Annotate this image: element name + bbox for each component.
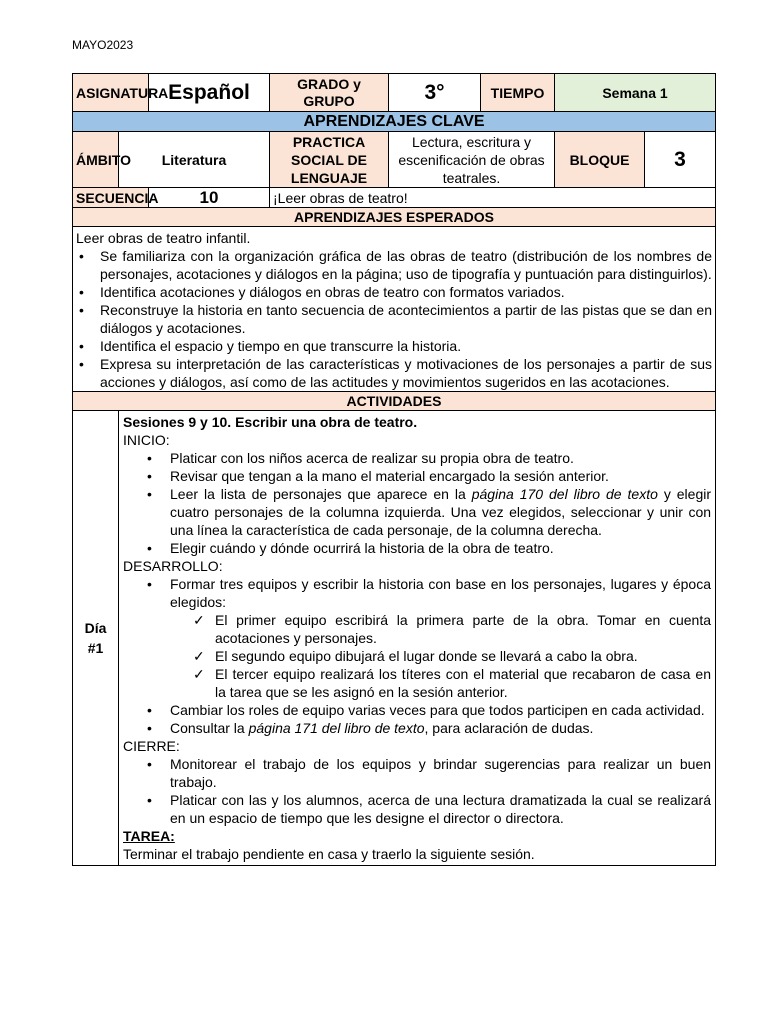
desarrollo-list-continued — [123, 701, 711, 737]
list-item: • Identifica el espacio y tiempo en que transcurre la historia. — [76, 337, 712, 355]
bloque-label: BLOQUE — [555, 132, 645, 188]
book-page-reference: página 170 del libro de texto — [471, 486, 658, 502]
list-item: • Elegir cuándo y dónde ocurrirá la historia de la obra de teatro. — [123, 539, 711, 557]
list-item: • Se familiariza con la organización gráfica de las obras de teatro (distribución de los nombres de personajes, acotaciones y diálogos en la página; uso de tipografía y puntuación para distinguirlos). — [76, 247, 712, 283]
list-item — [123, 575, 711, 611]
inicio-list — [123, 449, 711, 557]
text-part: Consultar la — [170, 720, 249, 736]
cierre-label: CIERRE: — [123, 738, 180, 754]
text-part: Formar tres equipos y escribir la historia con base en los personajes, lugares y época elegidos: — [170, 576, 712, 610]
list-item: • Platicar con los niños acerca de realizar su propia obra de teatro. — [123, 449, 711, 467]
tiempo-value: Semana 1 — [555, 74, 716, 112]
aprendizajes-clave-heading: APRENDIZAJES CLAVE — [73, 112, 716, 132]
activities-content — [119, 411, 716, 866]
aprendizajes-list — [76, 247, 712, 391]
grado-value: 3° — [389, 74, 481, 112]
desarrollo-label: DESARROLLO: — [123, 558, 223, 574]
list-item: • Cambiar los roles de equipo varias veces para que todos participen en cada actividad. — [123, 701, 711, 719]
desarrollo-list — [123, 575, 711, 611]
aprendizajes-esperados-content — [73, 227, 716, 392]
list-item: • Identifica acotaciones y diálogos en obras de teatro con formatos variados. — [76, 283, 712, 301]
list-item — [123, 485, 711, 539]
list-item: • Reconstruye la historia en tanto secuencia de acontecimientos a partir de las pistas que se dan en diálogos y acotaciones. — [76, 301, 712, 337]
actividades-heading: ACTIVIDADES — [73, 392, 716, 411]
secuencia-title: ¡Leer obras de teatro! — [270, 188, 716, 208]
ambito-label: ÁMBITO — [73, 132, 119, 188]
list-item: • Revisar que tengan a la mano el material encargado la sesión anterior. — [123, 467, 711, 485]
secuencia-value: 10 — [149, 188, 270, 208]
team-checklist — [123, 611, 711, 701]
checklist-item: ✓ El tercer equipo realizará los títeres con el material que recabaron de casa en la tarea que se les asignó en la sesión anterior. — [123, 665, 711, 701]
checklist-item: ✓ El primer equipo escribirá la primera parte de la obra. Tomar en cuenta acotaciones y personajes. — [123, 611, 711, 647]
text-part: y elegir cuatro personajes de la columna izquierda. Una vez elegidos, seleccionar y unir con una línea la característica de cada personaje, de la columna derecha. — [170, 486, 712, 538]
practica-value: Lectura, escritura y escenificación de obras teatrales. — [389, 132, 555, 188]
text-part: , para aclaración de dudas. — [424, 720, 594, 736]
text-part: Leer la lista de personajes que aparece en la — [170, 486, 472, 502]
secuencia-label: SECUENCIA — [73, 188, 149, 208]
aprendizajes-esperados-heading: APRENDIZAJES ESPERADOS — [73, 208, 716, 227]
list-item — [123, 719, 711, 737]
dia-label: Día — [84, 620, 107, 636]
list-item: • Expresa su interpretación de las características y motivaciones de los personajes a partir de sus acciones y diálogos, así como de las actitudes y movimientos sugeridos en las acotaciones. — [76, 355, 712, 391]
asignatura-label: ASIGNATURA — [73, 74, 149, 112]
inicio-label: INICIO: — [123, 432, 170, 448]
aprendizajes-intro: Leer obras de teatro infantil. — [76, 230, 251, 246]
practica-label: PRACTICA SOCIAL DE LENGUAJE — [270, 132, 389, 188]
list-item: • Platicar con las y los alumnos, acerca de una lectura dramatizada la cual se realizará en un espacio de tiempo que les designe el director o directora. — [123, 791, 711, 827]
list-item: • Monitorear el trabajo de los equipos y brindar sugerencias para realizar un buen trabajo. — [123, 755, 711, 791]
tiempo-label: TIEMPO — [481, 74, 555, 112]
ambito-value: Literatura — [119, 132, 270, 188]
dia-cell — [73, 411, 119, 866]
document-date: MAYO2023 — [72, 38, 134, 52]
checklist-item: ✓ El segundo equipo dibujará el lugar donde se llevará a cabo la obra. — [123, 647, 711, 665]
lesson-plan-table — [72, 73, 716, 866]
tarea-text: Terminar el trabajo pendiente en casa y traerlo la siguiente sesión. — [123, 846, 535, 862]
asignatura-value: Español — [149, 74, 270, 112]
book-page-reference: página 171 del libro de texto — [248, 720, 425, 736]
grado-label: GRADO y GRUPO — [270, 74, 389, 112]
session-title: Sesiones 9 y 10. Escribir una obra de teatro. — [123, 414, 418, 430]
cierre-list — [123, 755, 711, 827]
bloque-value: 3 — [645, 132, 716, 188]
dia-number: #1 — [87, 640, 104, 656]
tarea-label: TAREA: — [123, 828, 175, 844]
